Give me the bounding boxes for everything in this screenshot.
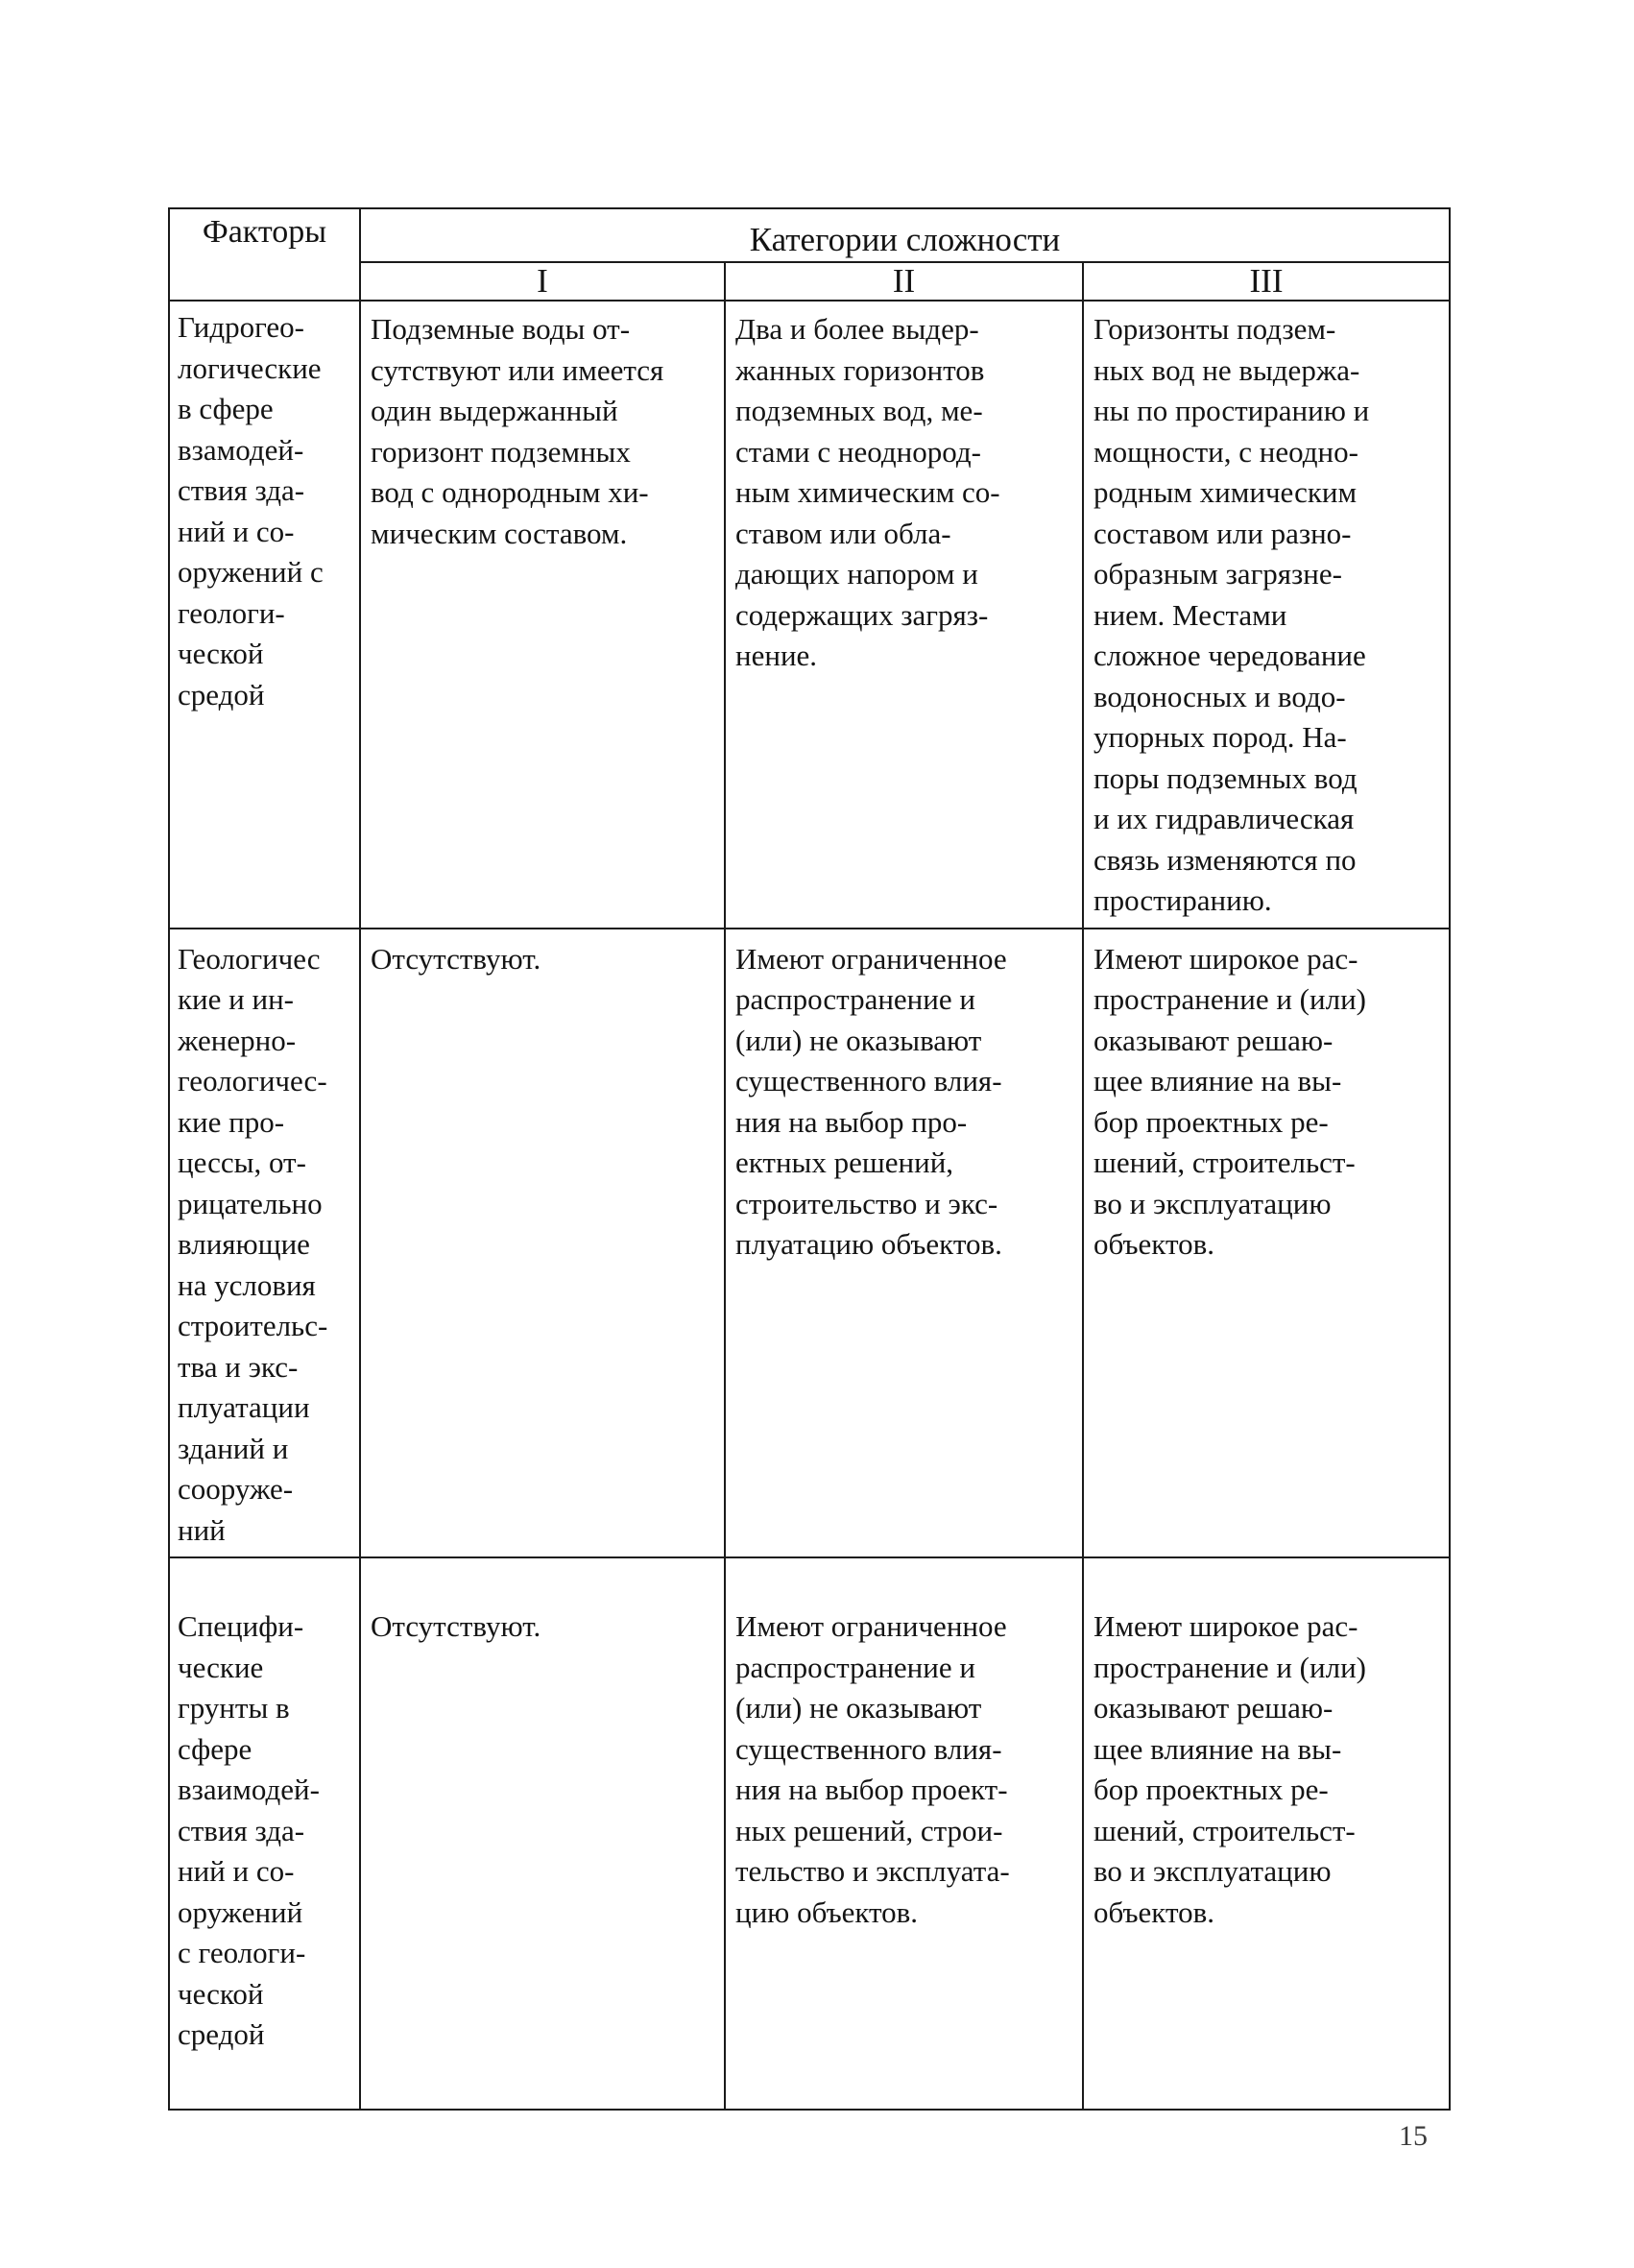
- category-3-cell: Горизонты подзем- ных вод не выдержа- ны по простиранию и мощности, с неодно- родным химическим составом или разно- образным загрязне- нием. Местами сложное чередование водоносных и водо- упорных пород. На- поры подземных вод и их гидравлическая связь изменяются по простиранию.: [1083, 301, 1450, 929]
- table-header-row: [169, 208, 1450, 262]
- category-3-cell: Имеют широкое рас- пространение и (или) оказывают решаю- щее влияние на вы- бор проектных ре- шений, строительст- во и эксплуатацию объектов.: [1083, 1557, 1450, 2110]
- header-category-2: II: [725, 262, 1083, 301]
- header-category-1: I: [360, 262, 725, 301]
- category-2-cell: Два и более выдер- жанных горизонтов подземных вод, ме- стами с неоднород- ным химическим со- ставом или обла- дающих напором и содержащих загряз- нение.: [725, 301, 1083, 929]
- category-1-cell: Подземные воды от- сутствуют или имеется один выдержанный горизонт подземных вод с однородным хи- мическим составом.: [360, 301, 725, 929]
- table-row: [169, 1557, 1450, 2110]
- header-categories-title: Категории сложности: [360, 208, 1450, 262]
- factor-cell: Гидрогео- логические в сфере взамодей- ствия зда- ний и со- оружений с геологи- ческой средой: [169, 301, 360, 929]
- category-1-cell: Отсутствуют.: [360, 1557, 725, 2110]
- header-factors: Факторы: [169, 208, 360, 301]
- category-1-cell: Отсутствуют.: [360, 929, 725, 1558]
- table-subheader-row: [169, 262, 1450, 301]
- header-category-3: III: [1083, 262, 1450, 301]
- table-row: [169, 301, 1450, 929]
- factor-cell: Специфи- ческие грунты в сфере взаимодей- ствия зда- ний и со- оружений с геологи- ческой средой: [169, 1557, 360, 2110]
- complexity-table: [168, 207, 1451, 2111]
- category-3-cell: Имеют широкое рас- пространение и (или) оказывают решаю- щее влияние на вы- бор проектных ре- шений, строительст- во и эксплуатацию объектов.: [1083, 929, 1450, 1558]
- factor-cell: Геологичес кие и ин- женерно- геологичес- кие про- цессы, от- рицательно влияющие на условия строительс- тва и экс- плуатации зданий и сооруже- ний: [169, 929, 360, 1558]
- category-2-cell: Имеют ограниченное распространение и (или) не оказывают существенного влия- ния на выбор про- ектных решений, строительство и экс- плуатацию объектов.: [725, 929, 1083, 1558]
- page-number: 15: [1399, 2120, 1428, 2152]
- table-row: [169, 929, 1450, 1558]
- category-2-cell: Имеют ограниченное распространение и (или) не оказывают существенного влия- ния на выбор проект- ных решений, строи- тельство и эксплуата- цию объектов.: [725, 1557, 1083, 2110]
